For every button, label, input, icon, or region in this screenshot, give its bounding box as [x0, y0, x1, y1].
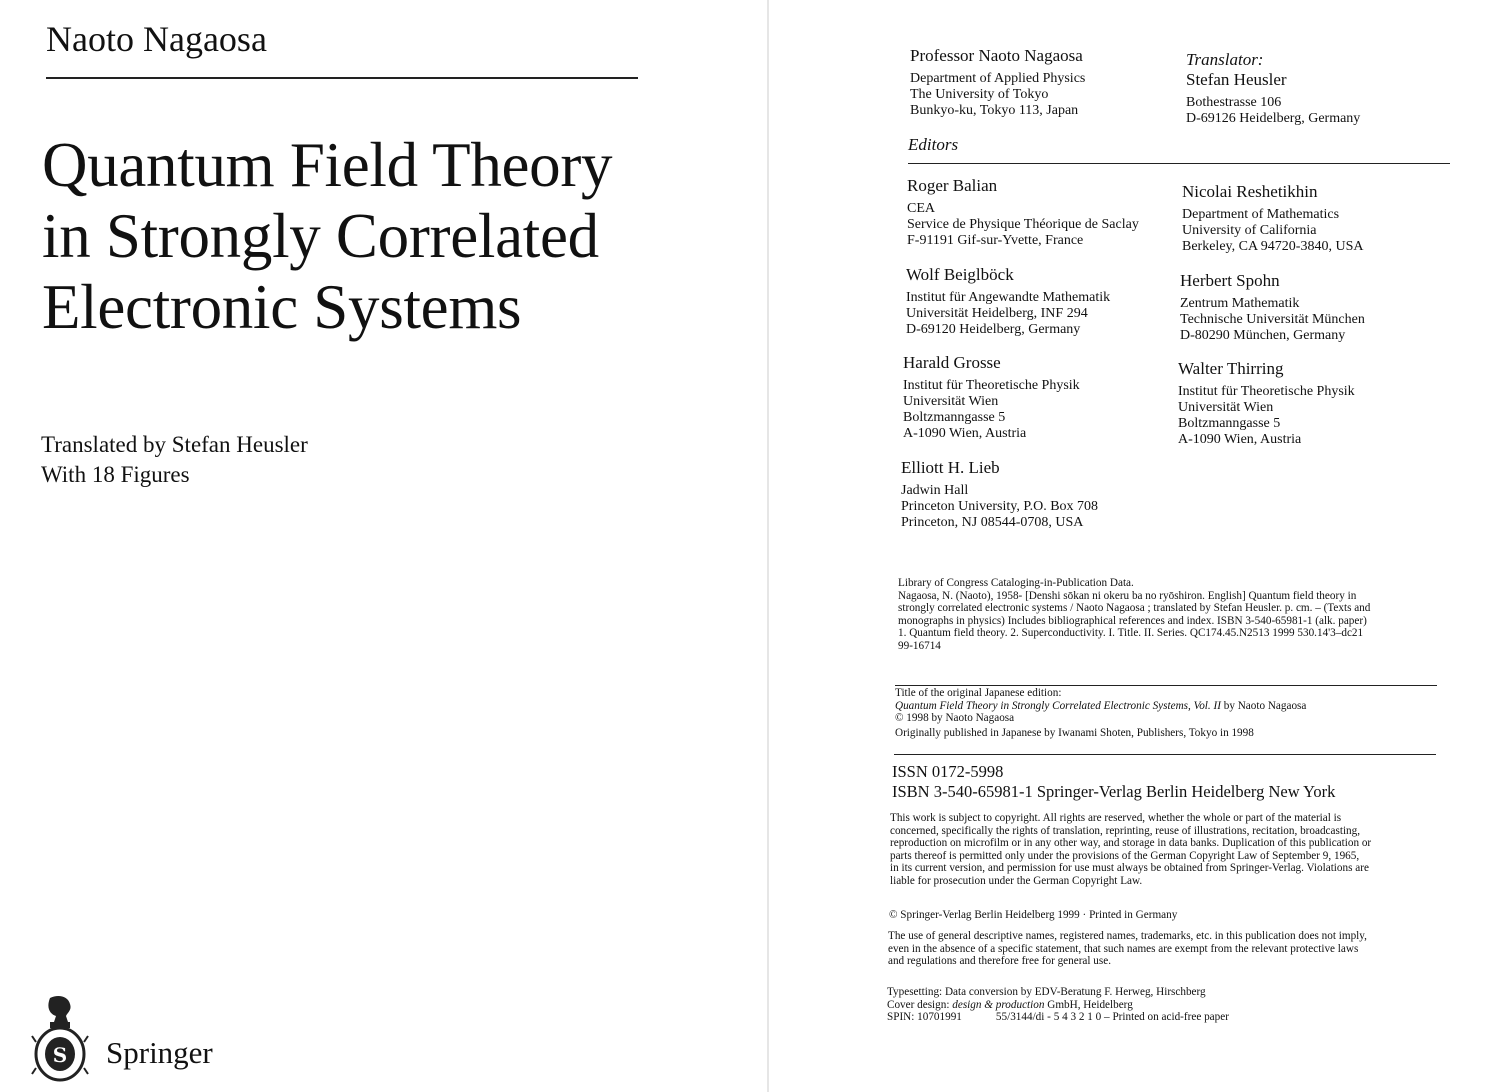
author-address-line: The University of Tokyo: [910, 87, 1049, 102]
book-title: [42, 130, 612, 343]
editor-address-line: University of California: [1182, 223, 1317, 238]
editor-name: Wolf Beiglböck: [906, 265, 1014, 284]
editor-name: Herbert Spohn: [1180, 271, 1280, 290]
translator-address-block: [1186, 50, 1360, 127]
translator-credit: Translated by Stefan Heusler: [41, 432, 308, 457]
original-rule-top: [895, 685, 1437, 686]
author-address-line: Bunkyo-ku, Tokyo 113, Japan: [910, 103, 1079, 118]
author-address-line: Department of Applied Physics: [910, 71, 1086, 86]
typesetting-credit: Typesetting: Data conversion by EDV-Beratung F. Herweg, Hirschberg: [887, 986, 1206, 998]
copyright-page: [770, 0, 1505, 1092]
editor-address-line: Universität Wien: [903, 394, 999, 409]
figure-count: With 18 Figures: [41, 462, 190, 487]
cover-credit: [887, 999, 1432, 1012]
copyright-line: reproduction on microfilm or in any other way, and storage in data banks. Duplication of this publication or: [890, 837, 1372, 850]
cip-data: [898, 577, 1443, 653]
spin-line: [887, 1011, 1432, 1024]
author-name: Naoto Nagaosa: [46, 19, 267, 59]
editor-address-line: Princeton, NJ 08544-0708, USA: [901, 515, 1084, 530]
original-title-suffix: by Naoto Nagaosa: [1220, 699, 1307, 712]
editor-name: Elliott H. Lieb: [901, 458, 1000, 477]
editor-block: [906, 265, 1110, 338]
original-title: [895, 700, 1440, 713]
isbn-block: [892, 762, 1335, 802]
editor-address-line: Institut für Theoretische Physik: [903, 378, 1080, 393]
trademark-line: The use of general descriptive names, registered names, trademarks, etc. in this publication does not imply,: [888, 930, 1367, 942]
printed-notice: © Springer-Verlag Berlin Heidelberg 1999 · Printed in Germany: [889, 909, 1178, 921]
editors-label: Editors: [908, 135, 959, 154]
cip-line: 99-16714: [898, 639, 941, 652]
editor-address-line: Universität Heidelberg, INF 294: [906, 306, 1088, 321]
editor-block: [1182, 182, 1363, 255]
editor-name: Nicolai Reshetikhin: [1182, 182, 1318, 201]
original-rule-bottom: [894, 754, 1436, 755]
editor-address-line: Universität Wien: [1178, 400, 1274, 415]
copyright-line: liable for prosecution under the German Copyright Law.: [890, 874, 1143, 887]
translator-address-line: D-69126 Heidelberg, Germany: [1186, 111, 1361, 126]
editor-address-line: Technische Universität München: [1180, 312, 1365, 327]
editor-address-line: D-80290 München, Germany: [1180, 328, 1346, 343]
translator-label: Translator:: [1186, 50, 1264, 69]
trademark-notice: [888, 930, 1433, 968]
author-address-name: Professor Naoto Nagaosa: [910, 46, 1083, 65]
editor-name: Walter Thirring: [1178, 359, 1284, 378]
editor-address-line: Princeton University, P.O. Box 708: [901, 499, 1099, 514]
editor-address-line: Zentrum Mathematik: [1180, 296, 1300, 311]
isbn: ISBN 3-540-65981-1 Springer-Verlag Berlin Heidelberg New York: [892, 782, 1336, 801]
original-copyright: © 1998 by Naoto Nagaosa: [895, 712, 1015, 725]
trademark-line: and regulations and therefore free for general use.: [888, 955, 1112, 968]
title-line-3: Electronic Systems: [42, 272, 522, 342]
editor-address-line: Jadwin Hall: [901, 483, 969, 498]
editor-name: Harald Grosse: [903, 353, 1001, 372]
cip-line: monographs in physics) Includes bibliographical references and index. ISBN 3-540-65981-1 (alk. paper): [898, 614, 1367, 627]
editor-name: Roger Balian: [907, 176, 998, 195]
editor-address-line: F-91191 Gif-sur-Yvette, France: [907, 233, 1084, 248]
editor-address-line: Department of Mathematics: [1182, 207, 1340, 222]
copyright-line: parts thereof is permitted only under the provisions of the German Copyright Law of September 9, 1965,: [890, 849, 1360, 862]
production-credits: [887, 986, 1432, 1024]
svg-text:S: S: [52, 1043, 68, 1067]
translator-name: Stefan Heusler: [1186, 70, 1287, 89]
original-title-italic: Quantum Field Theory in Strongly Correlated Electronic Systems, Vol. II: [895, 699, 1221, 712]
editor-block: [1180, 271, 1365, 344]
editor-block: [1178, 359, 1355, 448]
editor-address-line: Boltzmanngasse 5: [903, 410, 1006, 425]
cover-label: Cover design:: [887, 998, 953, 1011]
spin-suffix: 55/3144/di - 5 4 3 2 1 0 – Printed on acid-free paper: [995, 1011, 1229, 1024]
editor-address-line: CEA: [907, 201, 935, 216]
editor-block: [907, 176, 1139, 249]
cover-italic: design & production: [952, 998, 1045, 1011]
copyright-line: in its current version, and permission for use must always be obtained from Springer-Verlag. Violations are: [890, 862, 1369, 875]
copyright-notice: [890, 812, 1435, 888]
cover-suffix: GmbH, Heidelberg: [1044, 998, 1133, 1011]
copyright-line: This work is subject to copyright. All rights are reserved, whether the whole or part of the material is: [890, 812, 1342, 824]
cip-heading: Library of Congress Cataloging-in-Publication Data.: [898, 577, 1134, 589]
springer-knight-logo-icon: [30, 992, 90, 1088]
editor-address-line: Institut für Angewandte Mathematik: [906, 290, 1111, 305]
editor-address-line: Institut für Theoretische Physik: [1178, 384, 1355, 399]
editor-address-line: Berkeley, CA 94720-3840, USA: [1182, 239, 1364, 254]
cip-line: strongly correlated electronic systems / Naoto Nagaosa ; translated by Stefan Heusler. p. cm. – (Texts and: [898, 602, 1371, 615]
author-address-block: [910, 46, 1085, 119]
cip-line: Nagaosa, N. (Naoto), 1958- [Denshi sōkan ni okeru ba no ryōshiron. English] Quantum field theory in: [898, 589, 1357, 602]
editor-address-line: A-1090 Wien, Austria: [1178, 432, 1302, 447]
translator-address-line: Bothestrasse 106: [1186, 95, 1282, 110]
author-rule: [46, 77, 638, 79]
editor-block: [903, 353, 1080, 442]
page-gutter: [767, 0, 769, 1092]
copyright-line: concerned, specifically the rights of translation, reprinting, reuse of illustrations, recitation, broadcasting,: [890, 824, 1361, 837]
trademark-line: even in the absence of a specific statement, that such names are exempt from the relevant protective laws: [888, 942, 1359, 955]
editor-address-line: A-1090 Wien, Austria: [903, 426, 1027, 441]
cip-line: 1. Quantum field theory. 2. Superconductivity. I. Title. II. Series. QC174.45.N2513 1999 530.14'3–dc21: [898, 627, 1364, 640]
editor-address-line: Service de Physique Théorique de Saclay: [907, 217, 1139, 232]
original-label: Title of the original Japanese edition:: [895, 687, 1062, 699]
title-line-1: Quantum Field Theory: [42, 130, 613, 200]
editors-rule: [908, 163, 1450, 164]
editor-address-line: Boltzmanngasse 5: [1178, 416, 1281, 431]
original-published: Originally published in Japanese by Iwanami Shoten, Publishers, Tokyo in 1998: [895, 726, 1254, 739]
editor-address-line: D-69120 Heidelberg, Germany: [906, 322, 1081, 337]
editor-block: [901, 458, 1098, 531]
title-line-2: in Strongly Correlated: [42, 201, 599, 271]
spin-number: SPIN: 10701991: [887, 1011, 962, 1024]
publisher-name: Springer: [106, 1035, 213, 1070]
original-edition: [895, 687, 1440, 739]
issn: ISSN 0172-5998: [892, 762, 1004, 781]
